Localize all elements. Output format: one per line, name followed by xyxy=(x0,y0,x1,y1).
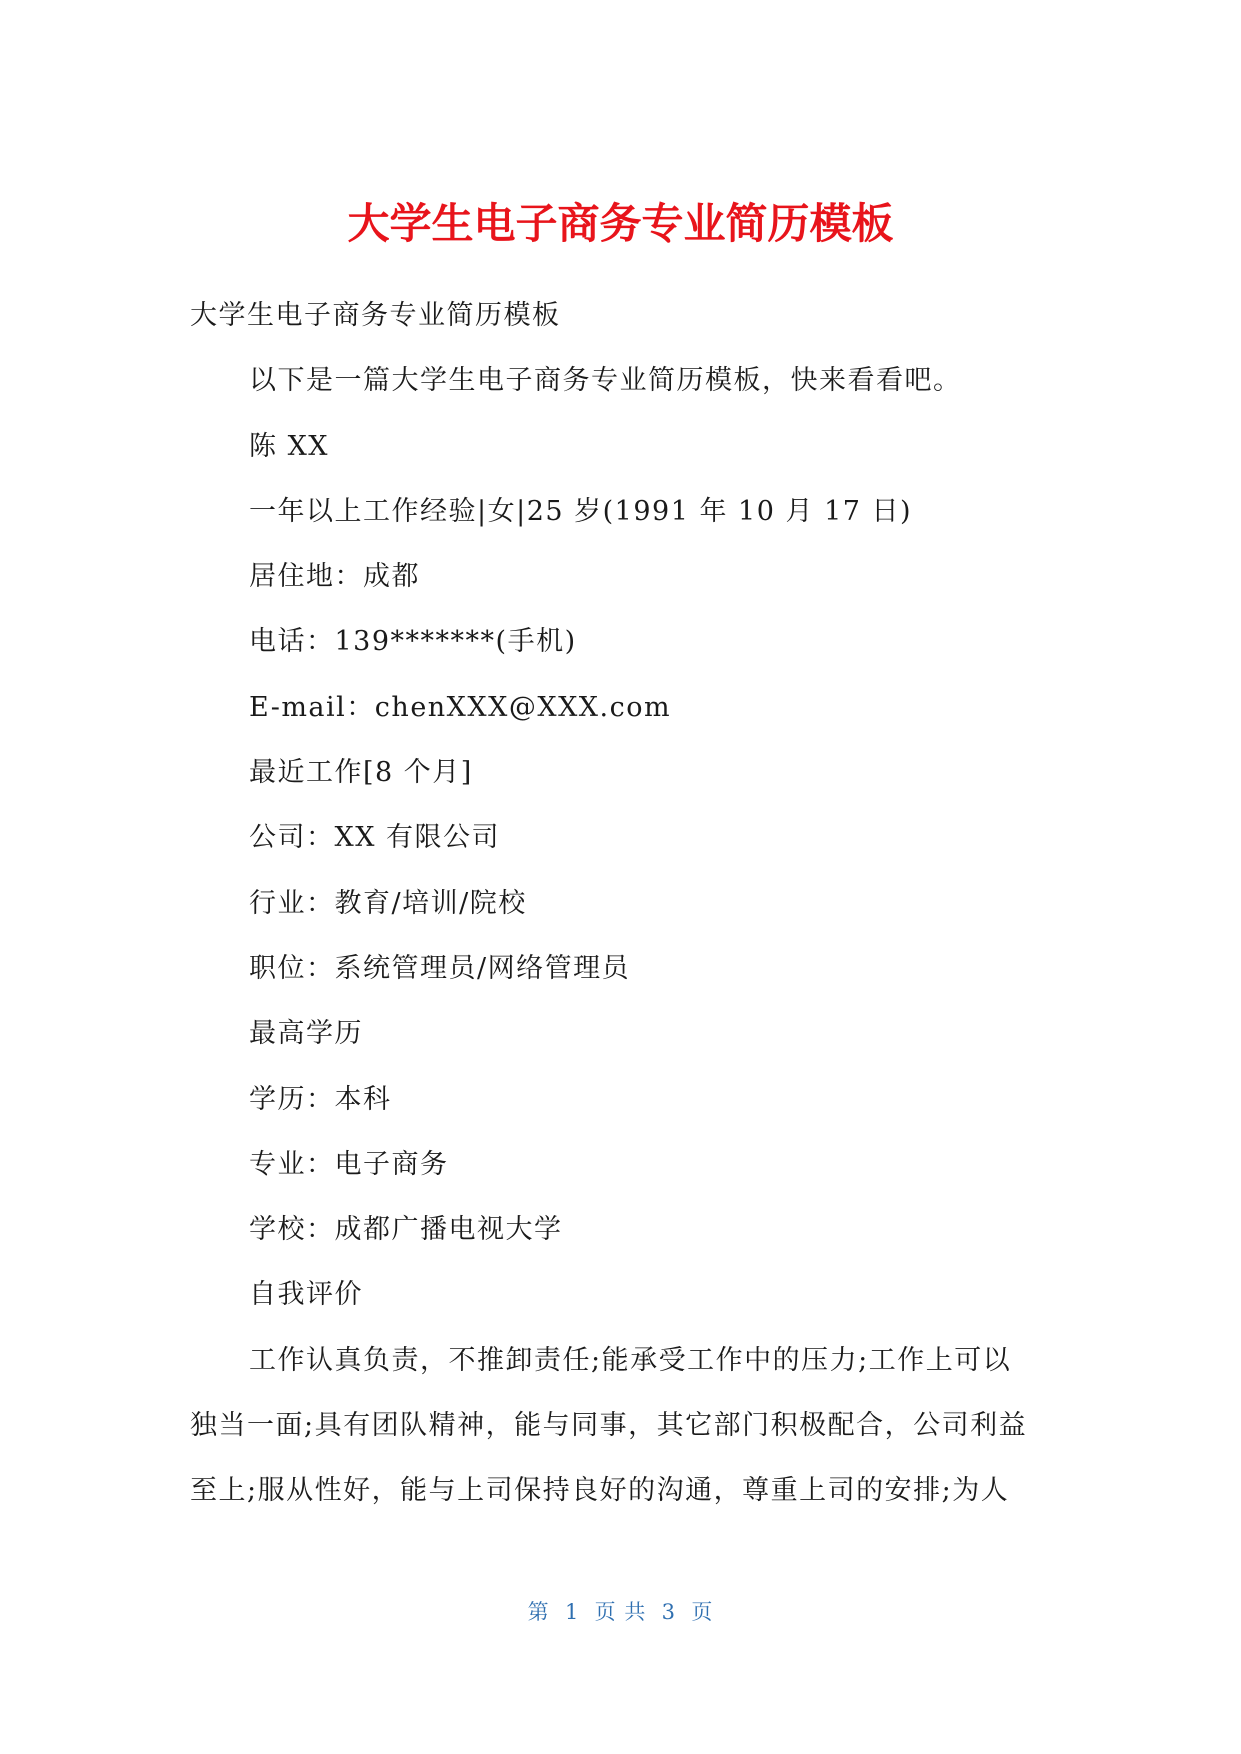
page-footer: 第 1 页 共 3 页 xyxy=(527,1600,714,1624)
body-line: 陈 XX xyxy=(249,430,330,462)
document-body xyxy=(190,283,1060,1524)
body-line: 专业：电子商务 xyxy=(249,1148,449,1180)
body-line: 电话：139*******(手机) xyxy=(249,626,577,658)
body-line: 学历：本科 xyxy=(249,1083,392,1115)
body-line: 学校：成都广播电视大学 xyxy=(249,1214,563,1246)
body-line: 最高学历 xyxy=(249,1018,363,1050)
body-line: 公司：XX 有限公司 xyxy=(249,822,501,854)
body-line: 一年以上工作经验|女|25 岁(1991 年 10 月 17 日) xyxy=(249,495,913,527)
body-line: 大学生电子商务专业简历模板 xyxy=(190,300,561,331)
body-line: 职位：系统管理员/网络管理员 xyxy=(249,952,631,984)
body-line: 自我评价 xyxy=(249,1279,363,1311)
body-line: 以下是一篇大学生电子商务专业简历模板，快来看看吧。 xyxy=(249,365,962,397)
body-line: 最近工作[8 个月] xyxy=(249,757,473,789)
body-line: 行业：教育/培训/院校 xyxy=(249,887,527,919)
document-title: 大学生电子商务专业简历模板 xyxy=(347,199,894,248)
body-line: E-mail：chenXXX@XXX.com xyxy=(249,691,672,723)
body-line: 工作认真负责，不推卸责任;能承受工作中的压力;工作上可以 xyxy=(249,1344,1012,1376)
body-line: 至上;服从性好，能与上司保持良好的沟通，尊重上司的安排;为人 xyxy=(190,1475,1010,1507)
body-line: 独当一面;具有团队精神，能与同事，其它部门积极配合，公司利益 xyxy=(190,1410,1028,1442)
body-line: 居住地：成都 xyxy=(249,561,420,593)
